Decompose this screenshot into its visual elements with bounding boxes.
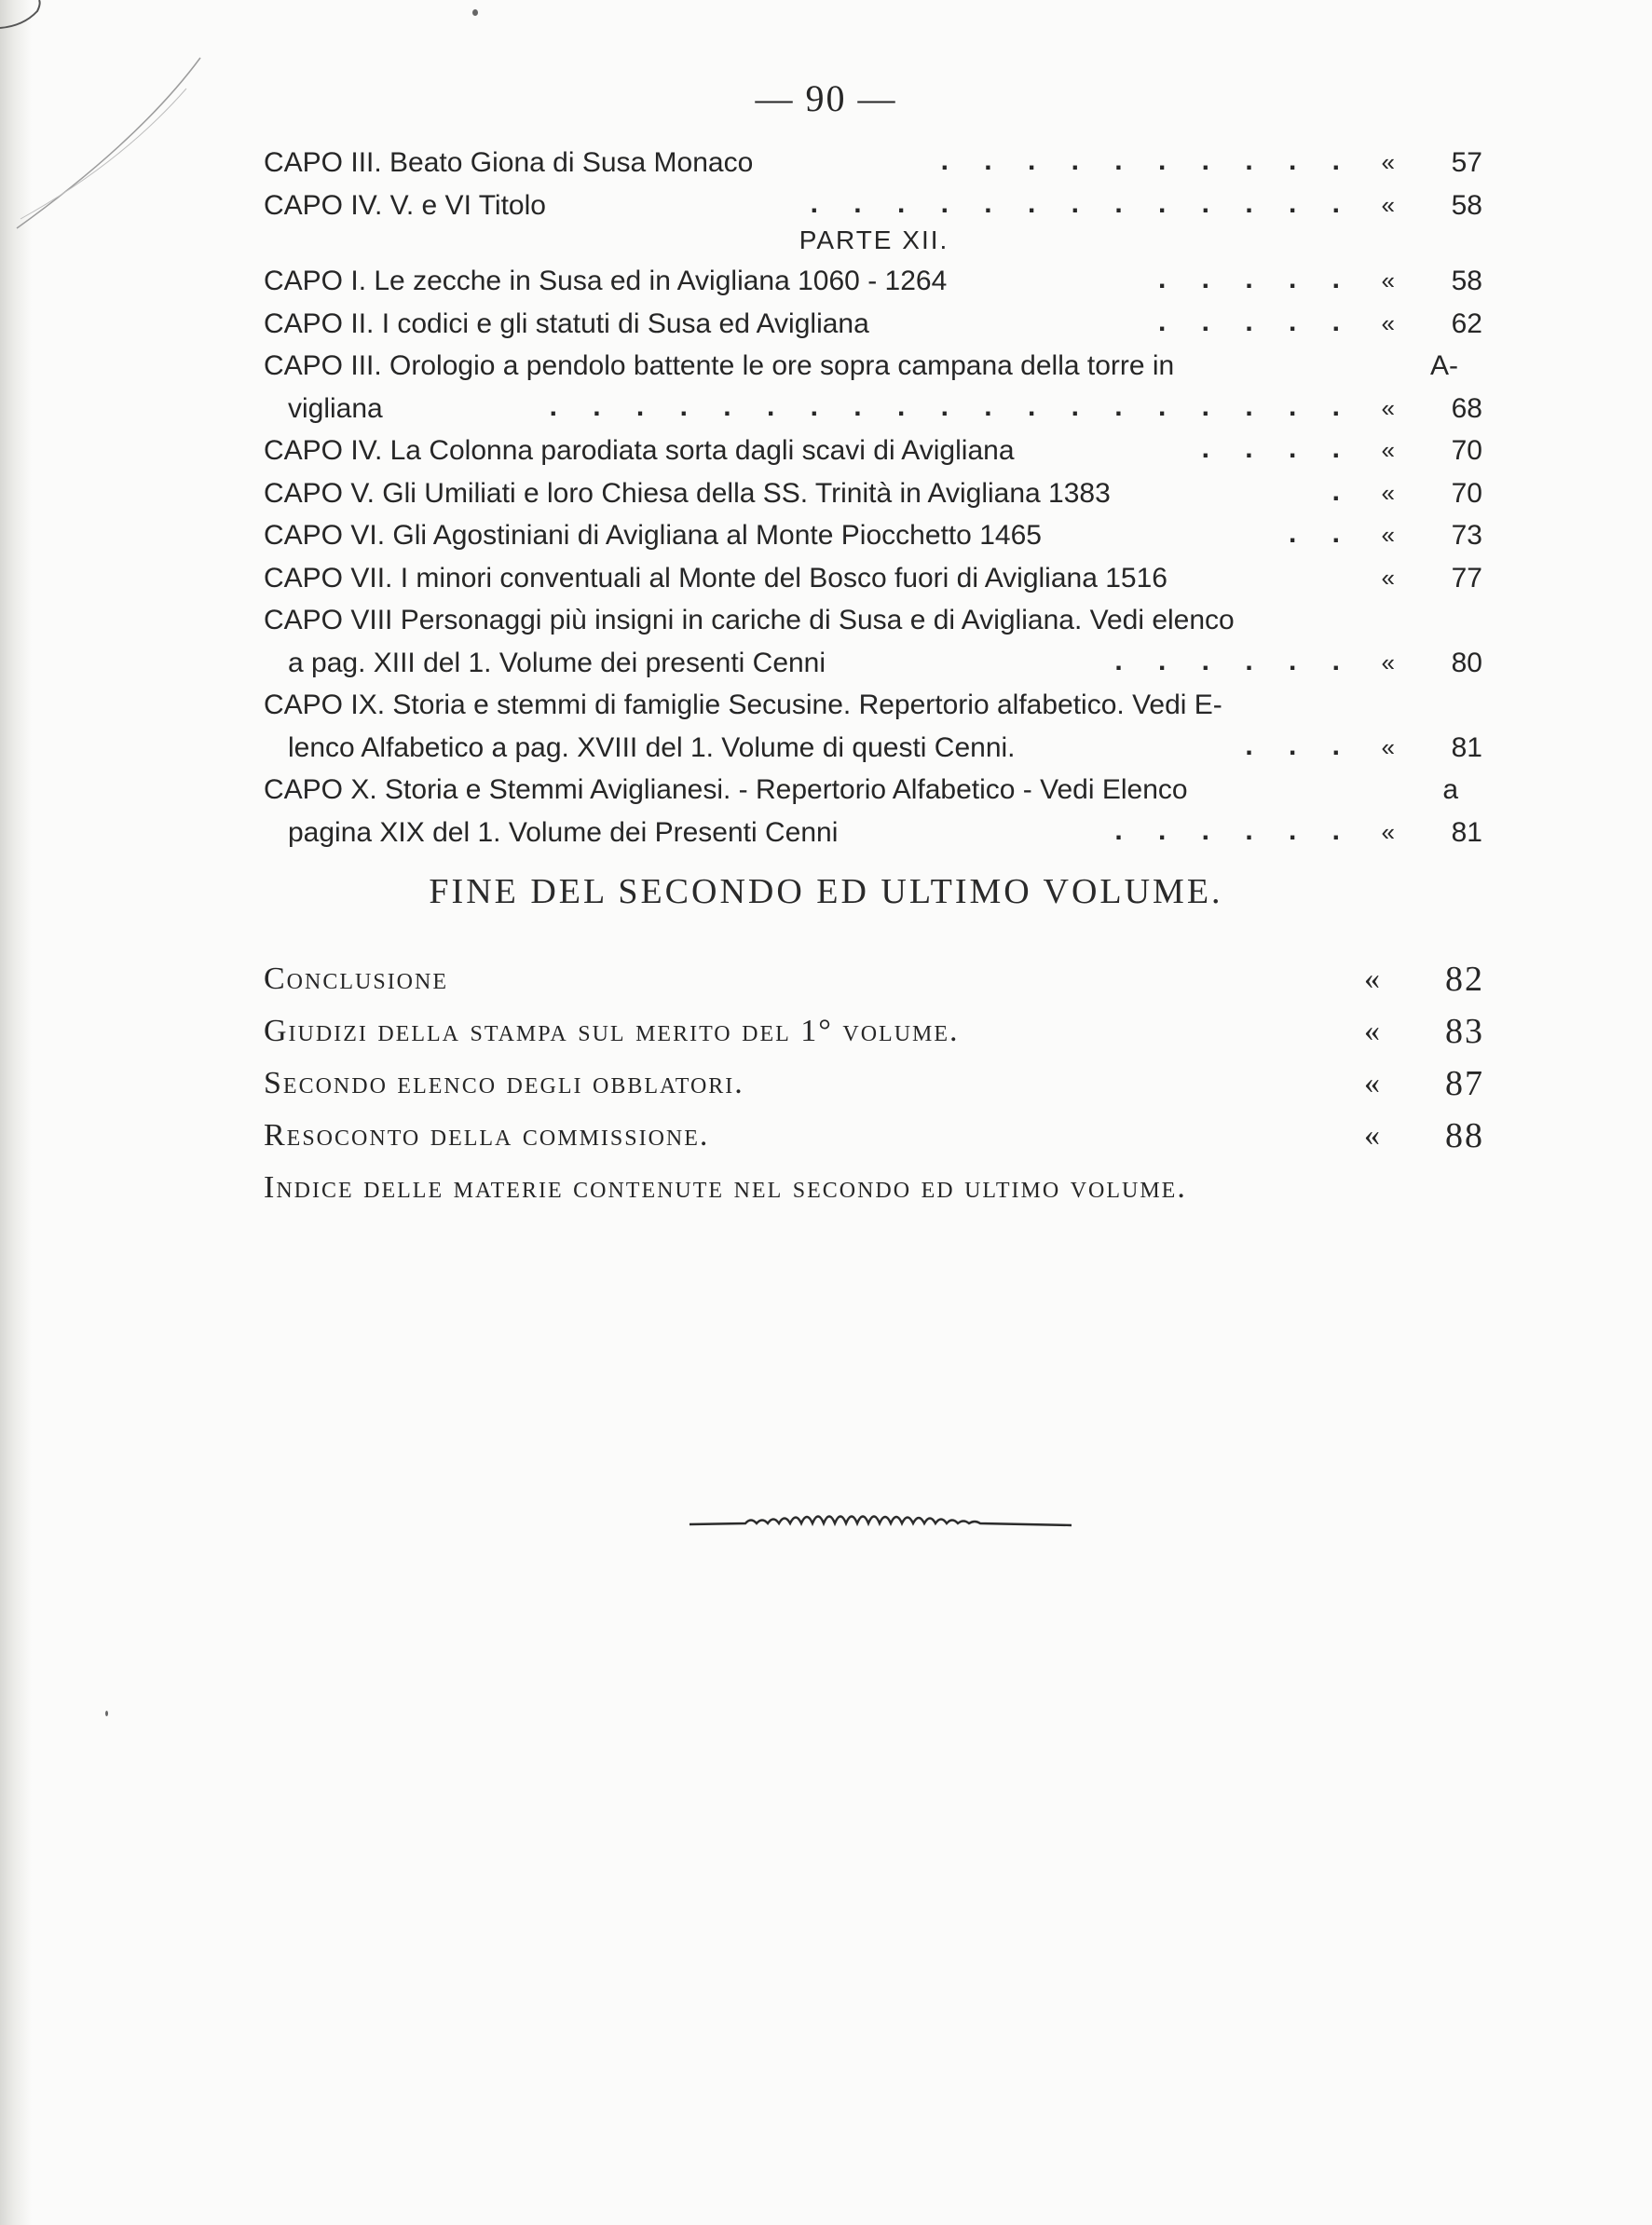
appendix-row	[264, 953, 1484, 1005]
toc-page-number: 57	[1451, 147, 1482, 178]
toc-row	[264, 142, 1484, 184]
page-number: — 90 —	[755, 77, 897, 119]
toc-page-number: 70	[1451, 477, 1482, 509]
dot-leader: . . .	[1245, 730, 1354, 761]
guillemet: «	[1381, 436, 1395, 464]
appendix-page-number: 87	[1445, 1064, 1484, 1103]
toc-entry-title: CAPO II. I codici e gli statuti di Susa ed Avigliana	[264, 307, 869, 339]
guillemet: «	[1381, 148, 1395, 176]
page-edge-shadow	[0, 0, 32, 2225]
dot-leader: . . . . .	[1157, 306, 1354, 337]
part-heading: PARTE XII.	[799, 225, 949, 254]
dot-leader: .	[1331, 475, 1354, 507]
toc-row-continuation	[264, 388, 1484, 430]
appendix-title: Secondo elenco degli obblatori.	[264, 1066, 744, 1100]
dot-leader: . .	[1288, 518, 1354, 549]
toc-entry-title: CAPO IX. Storia e stemmi di famiglie Secusine. Repertorio alfabetico. Vedi E-	[264, 689, 1222, 720]
guillemet: «	[1364, 1118, 1382, 1153]
dot-leader: . . . . .	[1157, 264, 1354, 294]
decorative-wave-ornament	[689, 1508, 1072, 1536]
toc-page-number: 73	[1451, 520, 1482, 551]
toc-entry-title: CAPO VI. Gli Agostiniani di Avigliana al Monte Piocchetto 1465	[264, 520, 1042, 551]
toc-page-number: 68	[1451, 392, 1482, 424]
dot-leader: . . . . . .	[1114, 814, 1354, 846]
toc-row	[264, 557, 1484, 600]
toc-row	[264, 260, 1484, 303]
appendix-row	[264, 1058, 1484, 1110]
guillemet: «	[1364, 1066, 1382, 1100]
toc-row	[264, 514, 1484, 557]
guillemet: «	[1381, 732, 1395, 761]
toc-entry-continuation: pagina XIX del 1. Volume dei Presenti Cenni	[288, 816, 839, 848]
appendix-page-number: 88	[1445, 1116, 1484, 1155]
toc-page-number: 62	[1451, 307, 1482, 339]
toc-row	[264, 303, 1484, 346]
toc-entry-title: CAPO V. Gli Umiliati e loro Chiesa della SS. Trinità in Avigliana 1383	[264, 477, 1111, 509]
appendix-title: Resoconto della commissione.	[264, 1118, 710, 1153]
ink-speck	[472, 9, 478, 16]
toc-row-continuation	[264, 642, 1484, 685]
dot-leader: . . . . . .	[1114, 645, 1354, 676]
appendix-title: Indice delle materie contenute nel secondo ed ultimo volume.	[264, 1170, 1187, 1205]
appendix-title: Giudizi della stampa sul merito del 1° volume.	[264, 1014, 960, 1048]
toc-page-number: 81	[1451, 816, 1482, 848]
paper-crease-mark	[0, 0, 242, 280]
guillemet: «	[1381, 563, 1395, 592]
toc-row	[264, 472, 1484, 515]
guillemet: «	[1381, 393, 1395, 422]
toc-row	[264, 684, 1484, 727]
guillemet: «	[1381, 817, 1395, 846]
toc-page-number: 58	[1451, 266, 1482, 296]
hyphenated-line-end: a	[1442, 774, 1458, 805]
guillemet: «	[1381, 478, 1395, 507]
end-of-volume-heading: FINE DEL SECONDO ED ULTIMO VOLUME.	[429, 872, 1223, 911]
dot-leader: . . . .	[1201, 433, 1354, 464]
toc-part-heading-row	[264, 226, 1484, 260]
appendix-page-number: 83	[1445, 1012, 1484, 1051]
dot-leader: . . . . . . . . . . . . .	[810, 187, 1354, 219]
toc-entry-title: CAPO I. Le zecche in Susa ed in Avigliana 1060 - 1264	[264, 266, 948, 296]
toc-entry-title: CAPO IV. La Colonna parodiata sorta dagli scavi di Avigliana	[264, 435, 1015, 466]
toc-entry-title: CAPO VIII Personaggi più insigni in cariche di Susa e di Avigliana. Vedi elenco	[264, 605, 1235, 635]
appendix-title: Conclusione	[264, 962, 449, 996]
toc-page-number: 80	[1451, 647, 1482, 678]
toc-entry-continuation: lenco Alfabetico a pag. XVIII del 1. Volume di questi Cenni.	[288, 731, 1016, 763]
appendix-row	[264, 1162, 1484, 1214]
toc-row	[264, 345, 1484, 388]
toc-entry-title: CAPO III. Orologio a pendolo battente le ore sopra campana della torre in	[264, 350, 1175, 381]
toc-page-number: 70	[1451, 435, 1482, 466]
toc-row-continuation	[264, 812, 1484, 854]
toc-row	[264, 769, 1484, 812]
guillemet: «	[1381, 266, 1395, 294]
toc-entry-title: CAPO VII. I minori conventuali al Monte del Bosco fuori di Avigliana 1516	[264, 562, 1167, 594]
toc-row-continuation	[264, 727, 1484, 770]
guillemet: «	[1364, 962, 1382, 996]
toc-entry-title: CAPO III. Beato Giona di Susa Monaco	[264, 147, 754, 178]
appendix-row	[264, 1110, 1484, 1162]
dot-leader: . . . . . . . . . . . . . . . . . . .	[549, 390, 1354, 422]
toc-row	[264, 430, 1484, 472]
toc-entry-title: CAPO X. Storia e Stemmi Aviglianesi. - Repertorio Alfabetico - Vedi Elenco	[264, 774, 1188, 805]
toc-row	[264, 599, 1484, 642]
toc-row	[264, 184, 1484, 227]
dot-leader: . . . . . . . . . .	[940, 145, 1354, 176]
ink-speck	[105, 1711, 108, 1716]
guillemet: «	[1381, 521, 1395, 549]
guillemet: «	[1381, 190, 1395, 219]
toc-entry-title: CAPO IV. V. e VI Titolo	[264, 189, 546, 221]
toc-entry-continuation: a pag. XIII del 1. Volume dei presenti Cenni	[288, 647, 826, 678]
toc-entry-continuation: vigliana	[288, 392, 383, 424]
guillemet: «	[1364, 1014, 1382, 1048]
appendix-list	[264, 953, 1484, 1214]
hyphenated-line-end: A-	[1430, 350, 1458, 381]
table-of-contents	[264, 142, 1484, 853]
toc-page-number: 58	[1451, 189, 1482, 221]
guillemet: «	[1381, 648, 1395, 676]
appendix-page-number: 82	[1445, 960, 1484, 999]
appendix-row	[264, 1005, 1484, 1058]
guillemet: «	[1381, 308, 1395, 337]
toc-page-number: 77	[1451, 562, 1482, 594]
toc-page-number: 81	[1451, 731, 1482, 763]
